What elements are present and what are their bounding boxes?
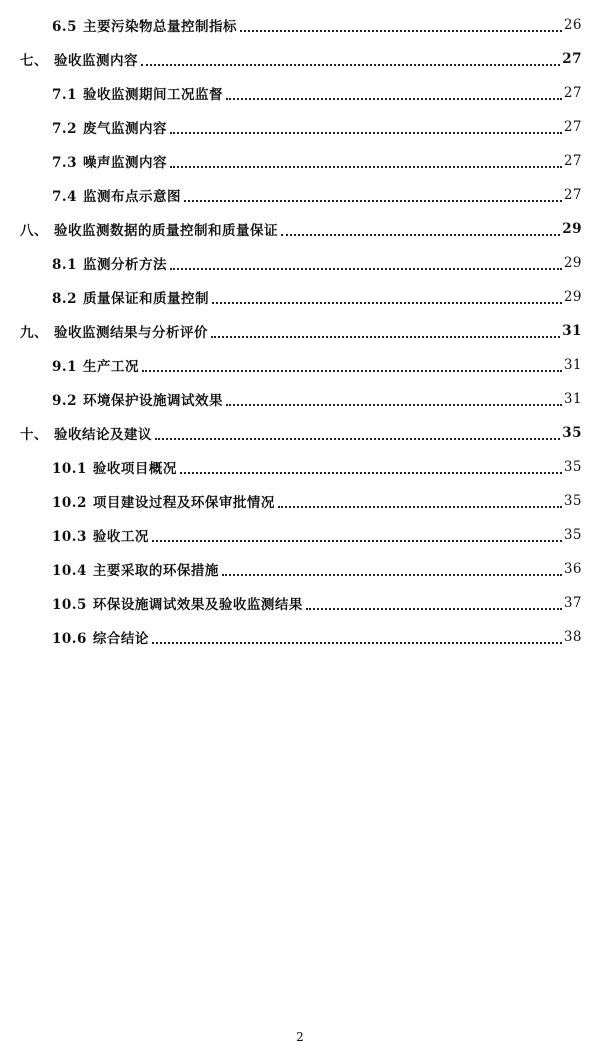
toc-entry-label: [20, 49, 141, 69]
toc-entry-number: 10.2: [52, 495, 87, 511]
toc-entry: [52, 552, 582, 586]
toc-entry-title: 主要污染物总量控制指标: [83, 19, 237, 35]
dot-leader: [184, 200, 562, 202]
toc-entry-title: 验收监测结果与分析评价: [54, 325, 208, 341]
toc-entry-page: 31: [562, 323, 582, 339]
toc-entry-number: 八、: [20, 223, 48, 239]
toc-entry-number: 十、: [20, 427, 48, 443]
toc-entry-page: 27: [563, 85, 582, 101]
toc-entry-number: 7.2: [52, 121, 77, 137]
toc-entry-page: 31: [563, 357, 582, 373]
toc-entry: [20, 416, 582, 450]
toc-entry-number: 10.1: [52, 461, 87, 477]
dot-leader: [226, 98, 562, 100]
toc-entry-label: [52, 151, 170, 171]
dot-leader: [170, 166, 562, 168]
toc-entry-label: [52, 559, 222, 579]
dot-leader: [141, 64, 560, 66]
toc-entry-label: [52, 457, 180, 477]
toc-entry-title: 项目建设过程及环保审批情况: [92, 495, 275, 511]
dot-leader: [152, 642, 562, 644]
toc-entry-number: 8.1: [52, 257, 77, 273]
dot-leader: [142, 370, 562, 372]
toc-entry-title: 废气监测内容: [83, 121, 167, 137]
table-of-contents: [0, 8, 600, 654]
dot-leader: [170, 268, 562, 270]
toc-entry: [20, 42, 582, 76]
toc-entry-number: 九、: [20, 325, 48, 341]
toc-entry: [52, 382, 582, 416]
toc-entry-page: 35: [563, 459, 582, 475]
toc-entry: [52, 586, 582, 620]
toc-entry-title: 验收监测数据的质量控制和质量保证: [54, 223, 278, 239]
toc-entry-title: 监测布点示意图: [83, 189, 181, 205]
toc-entry-page: 27: [563, 153, 582, 169]
toc-entry-page: 27: [563, 119, 582, 135]
toc-entry: [52, 246, 582, 280]
toc-entry-number: 8.2: [52, 291, 77, 307]
toc-entry-title: 验收监测内容: [54, 53, 138, 69]
toc-entry: [52, 280, 582, 314]
toc-entry-label: [52, 525, 152, 545]
toc-entry-label: [52, 83, 226, 103]
toc-entry-title: 生产工况: [83, 359, 139, 375]
toc-entry: [52, 178, 582, 212]
page-number: 2: [296, 1030, 304, 1044]
toc-entry-number: 10.4: [52, 563, 87, 579]
toc-entry: [20, 212, 582, 246]
toc-entry: [52, 348, 582, 382]
toc-entry-title: 噪声监测内容: [83, 155, 167, 171]
dot-leader: [180, 472, 562, 474]
toc-entry: [52, 484, 582, 518]
toc-entry-page: 35: [563, 493, 582, 509]
dot-leader: [240, 30, 562, 32]
toc-entry-page: 36: [563, 561, 582, 577]
toc-entry-title: 验收监测期间工况监督: [83, 87, 223, 103]
dot-leader: [211, 336, 560, 338]
toc-entry-label: [52, 627, 152, 647]
toc-entry: [52, 8, 582, 42]
toc-entry-page: 26: [563, 17, 582, 33]
toc-entry-title: 环境保护设施调试效果: [83, 393, 223, 409]
toc-entry-page: 38: [563, 629, 582, 645]
toc-entry-page: 29: [563, 289, 582, 305]
toc-entry-title: 环保设施调试效果及验收监测结果: [92, 597, 303, 613]
dot-leader: [306, 608, 562, 610]
toc-entry-number: 7.3: [52, 155, 77, 171]
toc-entry-title: 验收工况: [92, 529, 149, 545]
toc-entry-title: 验收项目概况: [92, 461, 177, 477]
toc-entry-label: [52, 593, 306, 613]
toc-entry-number: 9.1: [52, 359, 77, 375]
toc-entry-number: 7.1: [52, 87, 77, 103]
toc-entry-label: [20, 321, 211, 341]
dot-leader: [170, 132, 562, 134]
toc-entry-page: 27: [563, 187, 582, 203]
toc-entry-label: [52, 15, 240, 35]
dot-leader: [281, 234, 560, 236]
toc-entry: [52, 76, 582, 110]
toc-entry-page: 35: [563, 527, 582, 543]
dot-leader: [222, 574, 562, 576]
toc-entry-page: 37: [563, 595, 582, 611]
toc-entry-page: 29: [563, 255, 582, 271]
toc-entry-label: [52, 117, 170, 137]
toc-entry-page: 31: [563, 391, 582, 407]
toc-entry: [52, 144, 582, 178]
toc-entry: [52, 110, 582, 144]
toc-entry-label: [52, 185, 184, 205]
toc-entry-label: [52, 491, 278, 511]
toc-entry-label: [52, 287, 212, 307]
toc-entry-title: 质量保证和质量控制: [83, 291, 209, 307]
dot-leader: [152, 540, 562, 542]
toc-entry-number: 10.3: [52, 529, 87, 545]
toc-entry-number: 10.5: [52, 597, 87, 613]
toc-entry-label: [20, 219, 281, 239]
toc-entry-title: 主要采取的环保措施: [92, 563, 219, 579]
toc-entry: [52, 518, 582, 552]
toc-entry-title: 综合结论: [92, 631, 149, 647]
toc-entry: [52, 620, 582, 654]
toc-entry-label: [52, 355, 142, 375]
toc-entry-number: 6.5: [52, 19, 77, 35]
toc-entry-label: [52, 253, 170, 273]
dot-leader: [212, 302, 562, 304]
toc-entry-title: 监测分析方法: [83, 257, 167, 273]
toc-entry-number: 七、: [20, 53, 48, 69]
dot-leader: [155, 438, 560, 440]
toc-entry-label: [52, 389, 226, 409]
toc-entry-label: [20, 423, 155, 443]
dot-leader: [226, 404, 562, 406]
toc-entry-number: 9.2: [52, 393, 77, 409]
toc-entry: [52, 450, 582, 484]
dot-leader: [278, 506, 562, 508]
toc-entry-title: 验收结论及建议: [54, 427, 152, 443]
toc-entry-page: 29: [562, 221, 582, 237]
toc-entry-page: 27: [562, 51, 582, 67]
toc-entry-number: 7.4: [52, 189, 77, 205]
toc-entry-number: 10.6: [52, 631, 87, 647]
toc-entry-page: 35: [562, 425, 582, 441]
toc-entry: [20, 314, 582, 348]
